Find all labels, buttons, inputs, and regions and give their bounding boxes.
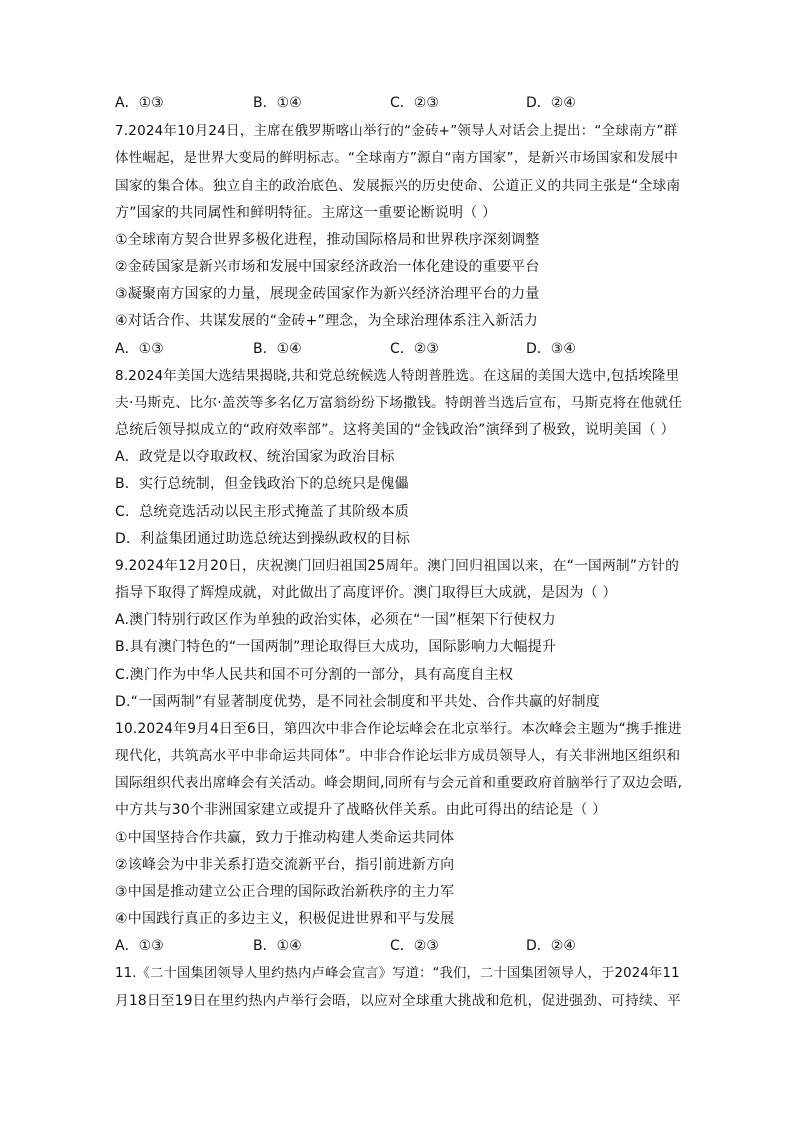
q10-option-d[interactable]: D．②④: [526, 938, 576, 954]
q10-option-b[interactable]: B．①④: [253, 938, 302, 954]
q6-option-c[interactable]: C．②③: [390, 95, 439, 111]
q7-option-d[interactable]: D．③④: [526, 341, 576, 357]
q7-option-a[interactable]: A．①③: [115, 341, 164, 357]
q9-option-a[interactable]: A.澳门特别行政区作为单独的政治实体，必须在“一国”框架下行使权力: [115, 612, 556, 628]
q6-options: [115, 93, 685, 113]
q8-option-a[interactable]: A．政党是以夺取政权、统治国家为政治目标: [115, 449, 395, 465]
q10-item: ①中国坚持合作共赢，致力于推动构建人类命运共同体: [115, 830, 455, 846]
q8-option-d[interactable]: D．利益集团通过助选总统达到操纵政权的目标: [115, 531, 410, 547]
q10-item: ②该峰会为中非关系打造交流新平台，指引前进新方向: [115, 857, 455, 873]
q8-option-b[interactable]: B．实行总统制，但金钱政治下的总统只是傀儡: [115, 476, 409, 492]
q7-stem-line: 方”国家的共同属性和鲜明特征。主席这一重要论断说明（ ）: [115, 205, 497, 221]
q9-stem-line: 9.2024年12月20日，庆祝澳门回归祖国25周年。澳门回归祖国以来，在“一国两制”方针的: [115, 558, 680, 574]
q10-stem-line: 国际组织代表出席峰会有关活动。峰会期间,同所有与会元首和重要政府首脑举行了双边会晤,: [115, 775, 683, 791]
q7-stem-line: 体性崛起，是世界大变局的鲜明标志。“全球南方”源自“南方国家”，是新兴市场国家和发展中: [115, 150, 679, 166]
q7-item: ②金砖国家是新兴市场和发展中国家经济政治一体化建设的重要平台: [115, 259, 540, 275]
q8-option-c[interactable]: C．总统竞选活动以民主形式掩盖了其阶级本质: [115, 504, 409, 520]
q8-stem-line: 夫·马斯克、比尔·盖茨等多名亿万富翁纷纷下场撒钱。特朗普当选后宣布，马斯克将在他就任: [115, 395, 683, 411]
q10-stem-line: 现代化，共筑高水平中非命运共同体”。中非合作论坛非方成员领导人，有关非洲地区组织和: [115, 748, 681, 764]
q10-option-a[interactable]: A．①③: [115, 938, 164, 954]
q11-stem-line: 月18日至19日在里约热内卢举行会晤，以应对全球重大挑战和危机，促进强劲、可持续、平: [115, 993, 681, 1009]
q9-option-b[interactable]: B.具有澳门特色的“一国两制”理论取得巨大成功，国际影响力大幅提升: [115, 639, 557, 655]
q10-stem-line: 中方共与30个非洲国家建立或提升了战略伙伴关系。由此可得出的结论是（ ）: [115, 802, 607, 818]
q9-option-c[interactable]: C.澳门作为中华人民共和国不可分割的一部分，具有高度自主权: [115, 667, 514, 683]
q7-stem-line: 国家的集合体。独立自主的政治底色、发展振兴的历史使命、公道正义的共同主张是“全球南: [115, 178, 681, 194]
q6-option-b[interactable]: B．①④: [253, 95, 302, 111]
q10-option-c[interactable]: C．②③: [390, 938, 439, 954]
q8-stem-line: 8.2024年美国大选结果揭晓,共和党总统候选人特朗普胜选。在这届的美国大选中,包括埃隆里: [115, 368, 680, 384]
q6-option-a[interactable]: A．①③: [115, 95, 164, 111]
q7-stem-line: 7.2024年10月24日，主席在俄罗斯喀山举行的“金砖+”领导人对话会上提出：“全球南方”群: [115, 123, 678, 139]
q10-item: ④中国践行真正的多边主义，积极促进世界和平与发展: [115, 911, 455, 927]
q7-option-c[interactable]: C．②③: [390, 341, 439, 357]
q10-stem-line: 10.2024年9月4日至6日，第四次中非合作论坛峰会在北京举行。本次峰会主题为“携手推进: [115, 721, 682, 737]
q7-item: ④对话合作、共谋发展的“金砖+”理念，为全球治理体系注入新活力: [115, 313, 538, 329]
q9-option-d[interactable]: D.“一国两制”有显著制度优势，是不同社会制度和平共处、合作共赢的好制度: [115, 694, 600, 710]
q7-options: [115, 339, 685, 359]
q11-stem-line: 11.《二十国集团领导人里约热内卢峰会宣言》写道：“我们，二十国集团领导人，于2024年11: [115, 966, 680, 981]
q7-option-b[interactable]: B．①④: [253, 341, 302, 357]
q10-item: ③中国是推动建立公正合理的国际政治新秩序的主力军: [115, 884, 455, 900]
q10-options: [115, 936, 685, 956]
q6-option-d[interactable]: D．②④: [526, 95, 576, 111]
q7-item: ③凝聚南方国家的力量，展现金砖国家作为新兴经济治理平台的力量: [115, 286, 540, 302]
q9-stem-line: 指导下取得了辉煌成就，对此做出了高度评价。澳门取得巨大成就，是因为（ ）: [115, 585, 617, 601]
q7-item: ①全球南方契合世界多极化进程，推动国际格局和世界秩序深刻调整: [115, 232, 540, 248]
q8-stem-line: 总统后领导拟成立的“政府效率部”。这将美国的“金钱政治”演绎到了极致，说明美国（ ）: [115, 422, 675, 438]
